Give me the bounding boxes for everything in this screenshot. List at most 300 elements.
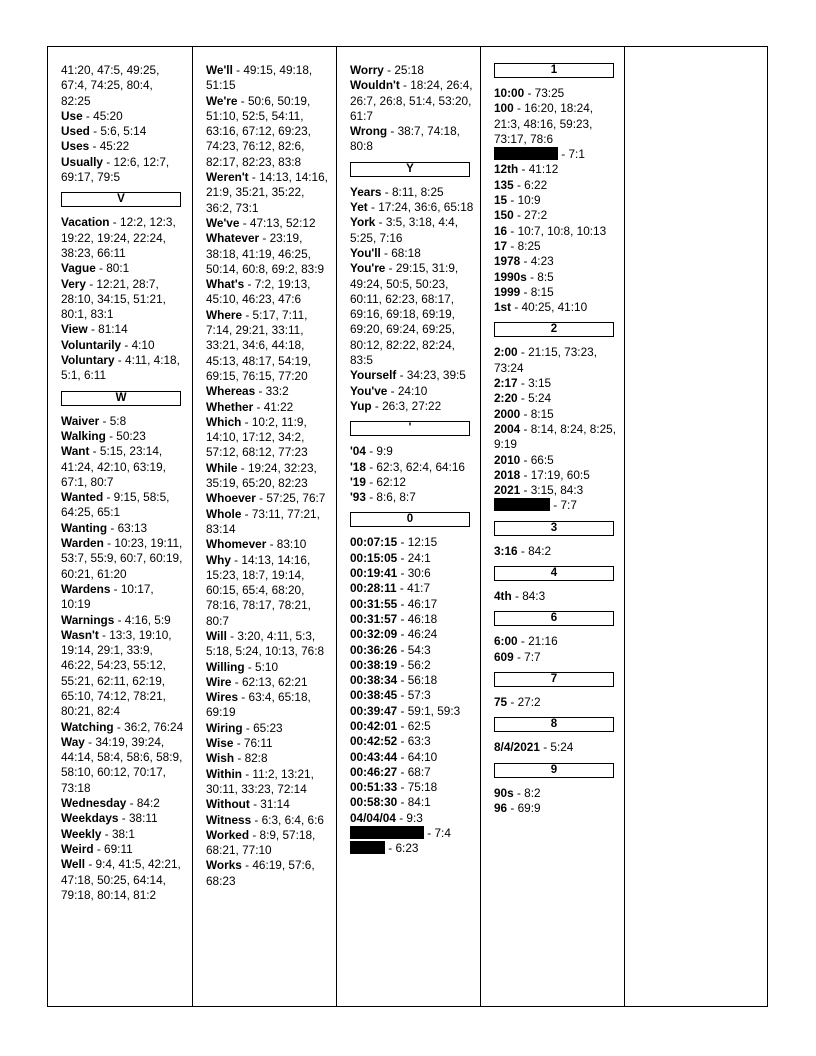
page-line-refs: 12:15: [407, 535, 438, 550]
index-entry: Weird - 69:11: [61, 841, 133, 856]
page-line-refs: 12:6, 12:7, 69:17, 79:5: [61, 154, 170, 185]
index-entry: Weren't - 14:13, 14:16, 21:9, 35:21, 35:22, 36:2, 73:1: [206, 170, 328, 215]
page-line-refs: 27:2: [524, 208, 548, 223]
index-term: Where: [206, 307, 243, 322]
page-line-refs: 50:6, 50:19, 51:10, 52:5, 54:11, 63:16, 67:12, 69:23, 74:23, 76:12, 82:6, 82:17, 82:23, 83:8: [206, 93, 311, 169]
index-term: Want: [61, 444, 90, 459]
index-entry: 1990s - 8:5: [494, 269, 554, 284]
redaction-bar: [494, 147, 558, 160]
page-line-refs: 3:20, 4:11, 5:3, 5:18, 5:24, 10:13, 76:8: [206, 628, 325, 659]
index-entry: View - 81:14: [61, 322, 128, 337]
index-term: Usually: [61, 154, 103, 169]
index-term: 1st: [494, 300, 512, 315]
page-line-refs: 63:13: [117, 520, 148, 535]
index-term: 2:20: [494, 391, 518, 406]
page-line-refs: 64:10: [407, 749, 438, 764]
page-line-refs: 5:24: [550, 740, 574, 755]
index-term: Way: [61, 734, 85, 749]
index-entry: 75 - 27:2: [494, 694, 541, 709]
index-term: 90s: [494, 785, 514, 800]
index-entry: Within - 11:2, 13:21, 30:11, 33:23, 72:14: [206, 766, 314, 796]
index-term: Warden: [61, 536, 104, 551]
index-entry: 00:42:52 - 63:3: [350, 734, 431, 749]
page-line-refs: 84:2: [528, 543, 552, 558]
page-line-refs: 11:2, 13:21, 30:11, 33:23, 72:14: [206, 766, 314, 796]
page-line-refs: 8:14, 8:24, 8:25, 9:19: [494, 421, 617, 452]
index-term: Wanting: [61, 520, 108, 535]
index-entry: Whomever - 83:10: [206, 537, 307, 552]
index-term: Uses: [61, 139, 90, 154]
index-entry: 16 - 10:7, 10:8, 10:13: [494, 223, 607, 238]
index-entry: 2004 - 8:14, 8:24, 8:25, 9:19: [494, 421, 617, 452]
index-term: Vacation: [61, 215, 110, 230]
page-line-refs: 65:23: [253, 720, 283, 735]
index-term: York: [350, 215, 376, 230]
page-line-refs: 38:1: [111, 826, 135, 841]
index-term: 3:16: [494, 543, 518, 558]
index-entry: We're - 50:6, 50:19, 51:10, 52:5, 54:11, 63:16, 67:12, 69:23, 74:23, 76:12, 82:6, 82:17, 82:23, 83:8: [206, 93, 311, 169]
index-entry: Weekly - 38:1: [61, 826, 135, 841]
page-line-refs: 41:20, 47:5, 49:25, 67:4, 74:25, 80:4, 82:25: [61, 63, 160, 108]
index-entry: 04/04/04 - 9:3: [350, 810, 423, 825]
index-entry: Why - 14:13, 14:16, 15:23, 18:7, 19:14, 60:15, 65:4, 68:20, 78:16, 78:17, 78:21, 80:7: [206, 552, 311, 628]
index-term: Voluntarily: [61, 337, 122, 352]
page-line-refs: 56:2: [407, 657, 431, 672]
index-entry: Worry - 25:18: [350, 63, 424, 77]
index-term: Works: [206, 858, 242, 873]
page-line-refs: 8:25: [517, 238, 541, 253]
page-line-refs: 8:2: [524, 785, 541, 800]
index-term: 00:31:55: [350, 596, 398, 611]
page-line-refs: 40:25, 41:10: [521, 300, 588, 315]
page-line-refs: 10:9: [517, 193, 541, 208]
index-entry: Well - 9:4, 41:5, 42:21, 47:18, 50:25, 64:14, 79:18, 80:14, 81:2: [61, 857, 181, 902]
index-term: Voluntary: [61, 353, 115, 368]
index-entry: Very - 12:21, 28:7, 28:10, 34:15, 51:21, 80:1, 83:1: [61, 276, 166, 322]
index-page-frame: [47, 46, 768, 1007]
index-entry: Which - 10:2, 11:9, 14:10, 17:12, 34:2, 57:12, 68:12, 77:23: [206, 414, 308, 460]
index-term: View: [61, 322, 88, 337]
index-term: 00:58:30: [350, 795, 398, 810]
index-term: 00:38:45: [350, 688, 398, 703]
index-entry: '04 - 9:9: [350, 444, 393, 459]
index-entry: 00:43:44 - 64:10: [350, 749, 438, 764]
index-entry: Whoever - 57:25, 76:7: [206, 491, 326, 506]
page-line-refs: 26:3, 27:22: [382, 398, 442, 413]
index-entry: Wardens - 10:17, 10:19: [61, 581, 154, 612]
index-term: Warnings: [61, 612, 115, 627]
index-entry: What's - 7:2, 19:13, 45:10, 46:23, 47:6: [206, 277, 311, 307]
index-section-heading: 4: [494, 566, 614, 581]
index-term: Wouldn't: [350, 78, 400, 93]
page-line-refs: 8:15: [530, 406, 554, 421]
page-line-refs: 34:19, 39:24, 44:14, 58:4, 58:6, 58:9, 58:10, 60:12, 70:17, 73:18: [61, 734, 183, 795]
index-term: 16: [494, 223, 508, 238]
page-line-refs: 47:13, 52:12: [249, 215, 316, 230]
index-term: Wiring: [206, 720, 243, 735]
page-line-refs: 69:11: [104, 841, 133, 856]
index-entry: 00:58:30 - 84:1: [350, 795, 431, 810]
index-term: Weekly: [61, 826, 102, 841]
index-entry: 17 - 8:25: [494, 238, 541, 253]
page-line-refs: 46:18: [407, 611, 438, 626]
page-line-refs: 8:11, 8:25: [391, 184, 444, 199]
index-term: 8/4/2021: [494, 740, 540, 755]
index-term: 00:31:57: [350, 611, 398, 626]
index-entry: Usually - 12:6, 12:7, 69:17, 79:5: [61, 154, 170, 185]
page-line-refs: 68:7: [407, 764, 431, 779]
index-section-heading: ': [350, 421, 470, 436]
index-entry: Yourself - 34:23, 39:5: [350, 368, 466, 383]
index-entry: Wiring - 65:23: [206, 720, 283, 735]
index-term: Used: [61, 124, 90, 139]
index-term: 00:15:05: [350, 550, 398, 565]
index-entry: Warden - 10:23, 19:11, 53:7, 55:9, 60:7, 60:19, 60:21, 61:20: [61, 536, 183, 581]
page-line-refs: 5:15, 23:14, 41:24, 42:10, 63:19, 67:1, 80:7: [61, 444, 166, 489]
index-entry: 00:28:11 - 41:7: [350, 581, 431, 596]
page-line-refs: 16:20, 18:24, 21:3, 48:16, 59:23, 73:17, 78:6: [494, 101, 594, 146]
index-entry: 135 - 6:22: [494, 177, 548, 192]
page-line-refs: 54:3: [407, 642, 431, 657]
index-entry: 00:38:34 - 56:18: [350, 673, 438, 688]
index-term: Use: [61, 108, 83, 123]
page-line-refs: 6:23: [395, 841, 419, 856]
page-line-refs: 5:10: [255, 659, 279, 674]
page-line-refs: 33:2: [265, 384, 289, 399]
index-entry: 150 - 27:2: [494, 208, 548, 223]
index-entry: Use - 45:20: [61, 108, 123, 123]
index-entry: 00:36:26 - 54:3: [350, 642, 431, 657]
index-term: Wish: [206, 751, 235, 766]
index-entry: 00:38:19 - 56:2: [350, 657, 431, 672]
page-line-refs: 17:24, 36:6, 65:18: [378, 200, 474, 215]
page-line-refs: 84:3: [522, 589, 546, 604]
page-line-refs: 10:7, 10:8, 10:13: [517, 223, 607, 238]
page-line-refs: 8:15: [530, 284, 554, 299]
page-line-refs: 21:16: [528, 634, 558, 649]
page-line-refs: 14:13, 14:16, 15:23, 18:7, 19:14, 60:15, 65:4, 68:20, 78:16, 78:17, 78:21, 80:7: [206, 552, 311, 628]
page-line-refs: 13:3, 19:10, 19:14, 29:1, 33:9, 46:22, 54:23, 55:12, 55:21, 62:11, 62:19, 65:10, 74:12, 78:21, 80:21, 82:4: [61, 627, 172, 719]
index-entry: Wrong - 38:7, 74:18, 80:8: [350, 124, 460, 154]
index-entry: We've - 47:13, 52:12: [206, 215, 316, 230]
index-term: While: [206, 460, 238, 475]
page-line-refs: 10:17, 10:19: [61, 581, 154, 612]
index-section-heading: V: [61, 192, 181, 207]
index-entry: Where - 5:17, 7:11, 7:14, 29:21, 33:11, 33:21, 34:6, 44:18, 45:13, 48:17, 54:19, 69:15, 76:15, 77:20: [206, 307, 311, 383]
page-line-refs: 45:22: [99, 139, 130, 154]
index-term: '18: [350, 459, 366, 474]
page-line-refs: 3:5, 3:18, 4:4, 5:25, 7:16: [350, 215, 458, 245]
page-line-refs: 9:9: [376, 444, 393, 459]
page-line-refs: 10:2, 11:9, 14:10, 17:12, 34:2, 57:12, 68:12, 77:23: [206, 414, 308, 460]
index-section-heading: 2: [494, 322, 614, 337]
page-line-refs: 12:21, 28:7, 28:10, 34:15, 51:21, 80:1, 83:1: [61, 276, 166, 322]
page-line-refs: 83:10: [276, 537, 307, 552]
index-section-heading: 7: [494, 672, 614, 687]
index-term: Walking: [61, 428, 106, 443]
page-line-refs: 68:18: [391, 245, 421, 260]
index-section-heading: 1: [494, 63, 614, 78]
index-term: 4th: [494, 589, 512, 604]
index-term: 00:43:44: [350, 749, 398, 764]
index-entry: 00:46:27 - 68:7: [350, 764, 431, 779]
index-term: You'll: [350, 245, 381, 260]
index-entry: Used - 5:6, 5:14: [61, 124, 147, 139]
index-term: 00:42:01: [350, 718, 398, 733]
index-term: Worked: [206, 827, 250, 842]
index-entry: Want - 5:15, 23:14, 41:24, 42:10, 63:19, 67:1, 80:7: [61, 444, 166, 489]
index-term: 6:00: [494, 634, 518, 649]
page-line-refs: 6:3, 6:4, 6:6: [261, 812, 324, 827]
index-entry: Uses - 45:22: [61, 139, 130, 154]
index-entry: Wise - 76:11: [206, 736, 273, 751]
page-line-refs: 25:18: [394, 63, 424, 77]
page-line-refs: 63:4, 65:18, 69:19: [206, 690, 311, 720]
page-line-refs: 7:2, 19:13, 45:10, 46:23, 47:6: [206, 277, 311, 307]
index-entry: 2:20 - 5:24: [494, 391, 552, 406]
page-line-refs: 80:1: [106, 261, 130, 276]
page-line-refs: 14:13, 14:16, 21:9, 35:21, 35:22, 36:2, 73:1: [206, 170, 328, 215]
index-entry: - 6:23: [350, 841, 474, 856]
index-term: Watching: [61, 719, 114, 734]
page-line-refs: 49:15, 49:18, 51:15: [206, 63, 313, 93]
index-term: 00:46:27: [350, 764, 398, 779]
index-section-heading: 3: [494, 521, 614, 536]
index-term: Whether: [206, 399, 254, 414]
index-term: 17: [494, 238, 508, 253]
page-line-refs: 62:12: [376, 474, 406, 489]
index-term: Yup: [350, 398, 372, 413]
page-line-refs: 81:14: [98, 322, 128, 337]
index-entry: '19 - 62:12: [350, 474, 406, 489]
index-term: 10:00: [494, 86, 525, 100]
index-entry: Wanting - 63:13: [61, 520, 148, 535]
index-entry: Walking - 50:23: [61, 428, 146, 443]
index-entry: Whatever - 23:19, 38:18, 41:19, 46:25, 50:14, 60:8, 69:2, 83:9: [206, 231, 325, 276]
page-line-refs: 4:11, 4:18, 5:1, 6:11: [61, 353, 180, 383]
index-entry: 00:15:05 - 24:1: [350, 550, 431, 565]
page-line-refs: 73:25: [534, 86, 565, 100]
index-term: 00:42:52: [350, 734, 398, 749]
index-term: We've: [206, 215, 240, 230]
index-entry: 10:00 - 73:25: [494, 86, 565, 100]
index-entry: 609 - 7:7: [494, 649, 541, 664]
index-term: Very: [61, 276, 86, 291]
redaction-bar: [494, 498, 550, 511]
index-term: 150: [494, 208, 514, 223]
page-line-refs: 56:18: [407, 673, 438, 688]
page-line-refs: 66:5: [530, 452, 554, 467]
index-term: '19: [350, 474, 366, 489]
index-column-5: [625, 47, 767, 1006]
index-term: Whoever: [206, 491, 256, 506]
index-term: 96: [494, 800, 508, 815]
index-entry: Wanted - 9:15, 58:5, 64:25, 65:1: [61, 490, 170, 520]
page-line-refs: 41:7: [407, 581, 431, 596]
index-entry: Wednesday - 84:2: [61, 796, 160, 811]
page-line-refs: 24:10: [397, 383, 428, 398]
page-line-refs: 62:13, 62:21: [241, 674, 308, 689]
index-entry: Yup - 26:3, 27:22: [350, 398, 442, 413]
page-line-refs: 8:6, 8:7: [376, 490, 416, 505]
index-section-heading: 0: [350, 512, 470, 527]
index-entry: Whether - 41:22: [206, 399, 294, 414]
index-term: Worry: [350, 63, 384, 77]
page-line-refs: 36:2, 76:24: [124, 719, 184, 734]
index-term: Well: [61, 857, 86, 872]
index-term: We'll: [206, 63, 233, 77]
page-line-refs: 41:12: [528, 162, 559, 177]
index-term: 00:38:19: [350, 657, 398, 672]
index-entry: Weekdays - 38:11: [61, 811, 158, 826]
index-entry: You've - 24:10: [350, 383, 428, 398]
index-entry: Without - 31:14: [206, 797, 290, 812]
index-entry: Years - 8:11, 8:25: [350, 184, 444, 199]
index-entry: Worked - 8:9, 57:18, 68:21, 77:10: [206, 827, 316, 858]
index-entry: Works - 46:19, 57:6, 68:23: [206, 858, 315, 888]
index-entry: Watching - 36:2, 76:24: [61, 719, 184, 734]
page-line-refs: 38:7, 74:18, 80:8: [350, 124, 460, 154]
page-line-refs: 7:1: [568, 147, 585, 162]
index-term: Wednesday: [61, 796, 127, 811]
index-term: Witness: [206, 812, 252, 827]
index-entry: Way - 34:19, 39:24, 44:14, 58:4, 58:6, 58:9, 58:10, 60:12, 70:17, 73:18: [61, 734, 183, 795]
page-line-refs: 18:24, 26:4, 26:7, 26:8, 51:4, 53:20, 61:7: [350, 78, 473, 123]
index-term: Yet: [350, 200, 368, 215]
page-line-refs: 59:1, 59:3: [407, 703, 461, 718]
index-entry: Yet - 17:24, 36:6, 65:18: [350, 200, 474, 215]
page-line-refs: 34:23, 39:5: [406, 368, 466, 383]
index-term: 00:36:26: [350, 642, 398, 657]
index-term: Wire: [206, 674, 232, 689]
page-line-refs: 8:5: [537, 269, 554, 284]
index-term: Wires: [206, 690, 239, 705]
page-line-refs: 50:23: [116, 428, 146, 443]
page-line-refs: 10:23, 19:11, 53:7, 55:9, 60:7, 60:19, 60:21, 61:20: [61, 536, 183, 581]
page-line-refs: 7:7: [524, 649, 541, 664]
page-line-refs: 7:4: [434, 826, 451, 841]
index-term: 2021: [494, 483, 521, 498]
page-line-refs: 82:8: [244, 751, 268, 766]
index-entry: Wouldn't - 18:24, 26:4, 26:7, 26:8, 51:4, 53:20, 61:7: [350, 78, 473, 123]
index-term: 1978: [494, 254, 521, 269]
page-line-refs: 19:24, 32:23, 35:19, 65:20, 82:23: [206, 460, 317, 491]
index-entry: Vague - 80:1: [61, 261, 130, 276]
index-term: Wardens: [61, 581, 111, 596]
page-line-refs: 46:17: [407, 596, 438, 611]
index-entry: 2:00 - 21:15, 73:23, 73:24: [494, 345, 597, 375]
index-entry: 100 - 16:20, 18:24, 21:3, 48:16, 59:23, 73:17, 78:6: [494, 101, 594, 146]
index-term: Willing: [206, 659, 245, 674]
index-entry: 2000 - 8:15: [494, 406, 554, 421]
index-term: 1990s: [494, 269, 527, 284]
page-line-refs: 4:23: [530, 254, 554, 269]
page-line-refs: 5:6, 5:14: [100, 124, 147, 139]
index-entry: Waiver - 5:8: [61, 413, 127, 428]
index-term: Which: [206, 414, 242, 429]
index-entry: We'll - 49:15, 49:18, 51:15: [206, 63, 313, 93]
index-entry: 00:07:15 - 12:15: [350, 535, 438, 550]
page-line-refs: 57:25, 76:7: [266, 491, 326, 506]
index-entry: 2021 - 3:15, 84:3: [494, 483, 584, 498]
index-term: Yourself: [350, 368, 397, 383]
page-line-refs: 57:3: [407, 688, 431, 703]
index-term: 1999: [494, 284, 521, 299]
index-term: 15: [494, 193, 508, 208]
index-entry: Whereas - 33:2: [206, 384, 289, 399]
index-term: Vague: [61, 261, 96, 276]
index-section-heading: W: [61, 391, 181, 406]
redaction-bar: [350, 841, 385, 854]
index-entry: While - 19:24, 32:23, 35:19, 65:20, 82:23: [206, 460, 317, 491]
page-line-refs: 9:4, 41:5, 42:21, 47:18, 50:25, 64:14, 79:18, 80:14, 81:2: [61, 857, 181, 902]
index-term: Whereas: [206, 384, 256, 399]
index-term: 2004: [494, 421, 521, 436]
index-entry: [61, 63, 185, 109]
index-entry: You'll - 68:18: [350, 245, 421, 260]
index-entry: - 7:1: [494, 147, 618, 162]
index-term: 100: [494, 101, 514, 116]
index-term: Whole: [206, 506, 242, 521]
page-line-refs: 62:5: [407, 718, 431, 733]
index-term: 00:07:15: [350, 535, 398, 550]
index-term: Within: [206, 766, 242, 781]
page-line-refs: 5:24: [528, 391, 552, 406]
index-term: 135: [494, 177, 514, 192]
page-line-refs: 27:2: [517, 694, 541, 709]
index-entry: Vacation - 12:2, 12:3, 19:22, 19:24, 22:24, 38:23, 66:11: [61, 215, 176, 260]
page-line-refs: 41:22: [263, 399, 294, 414]
index-entry: 8/4/2021 - 5:24: [494, 740, 574, 755]
page-line-refs: 5:8: [109, 413, 127, 428]
index-term: What's: [206, 277, 245, 292]
index-term: Whatever: [206, 231, 260, 246]
index-entry: 12th - 41:12: [494, 162, 559, 177]
page-line-refs: 23:19, 38:18, 41:19, 46:25, 50:14, 60:8, 69:2, 83:9: [206, 231, 325, 276]
index-section-heading: 9: [494, 763, 614, 778]
index-entry: 2:17 - 3:15: [494, 376, 552, 391]
index-entry: Voluntary - 4:11, 4:18, 5:1, 6:11: [61, 353, 180, 383]
page-line-refs: 17:19, 60:5: [530, 467, 590, 482]
index-entry: 00:31:55 - 46:17: [350, 596, 438, 611]
index-entry: 00:38:45 - 57:3: [350, 688, 431, 703]
index-term: 2018: [494, 467, 521, 482]
page-line-refs: 75:18: [407, 780, 438, 795]
page-line-refs: 76:11: [243, 736, 273, 751]
index-term: 12th: [494, 162, 519, 177]
page-line-refs: 45:20: [93, 108, 123, 123]
page-line-refs: 84:2: [136, 796, 160, 811]
index-entry: Wire - 62:13, 62:21: [206, 674, 308, 689]
index-entry: Wires - 63:4, 65:18, 69:19: [206, 690, 311, 720]
redaction-bar: [350, 826, 424, 839]
page-line-refs: 3:15: [528, 376, 552, 391]
index-section-heading: Y: [350, 162, 470, 177]
page-line-refs: 29:15, 31:9, 49:24, 50:5, 50:23, 60:11, 62:23, 68:17, 69:16, 69:18, 69:19, 69:20, 69:24, 69:25, 80:12, 82:22, 82:24, 83:5: [350, 261, 459, 368]
index-entry: - 7:4: [350, 826, 474, 841]
index-term: 75: [494, 694, 508, 709]
index-entry: 96 - 69:9: [494, 800, 541, 815]
page-line-refs: 12:2, 12:3, 19:22, 19:24, 22:24, 38:23, 66:11: [61, 215, 176, 260]
index-term: Why: [206, 552, 231, 567]
index-entry: - 7:7: [494, 498, 618, 513]
index-term: 00:19:41: [350, 566, 398, 581]
index-term: Weekdays: [61, 811, 119, 826]
index-entry: Wish - 82:8: [206, 751, 268, 766]
page-line-refs: 4:10: [131, 337, 155, 352]
page-line-refs: 9:15, 58:5, 64:25, 65:1: [61, 490, 170, 520]
index-term: You've: [350, 383, 388, 398]
